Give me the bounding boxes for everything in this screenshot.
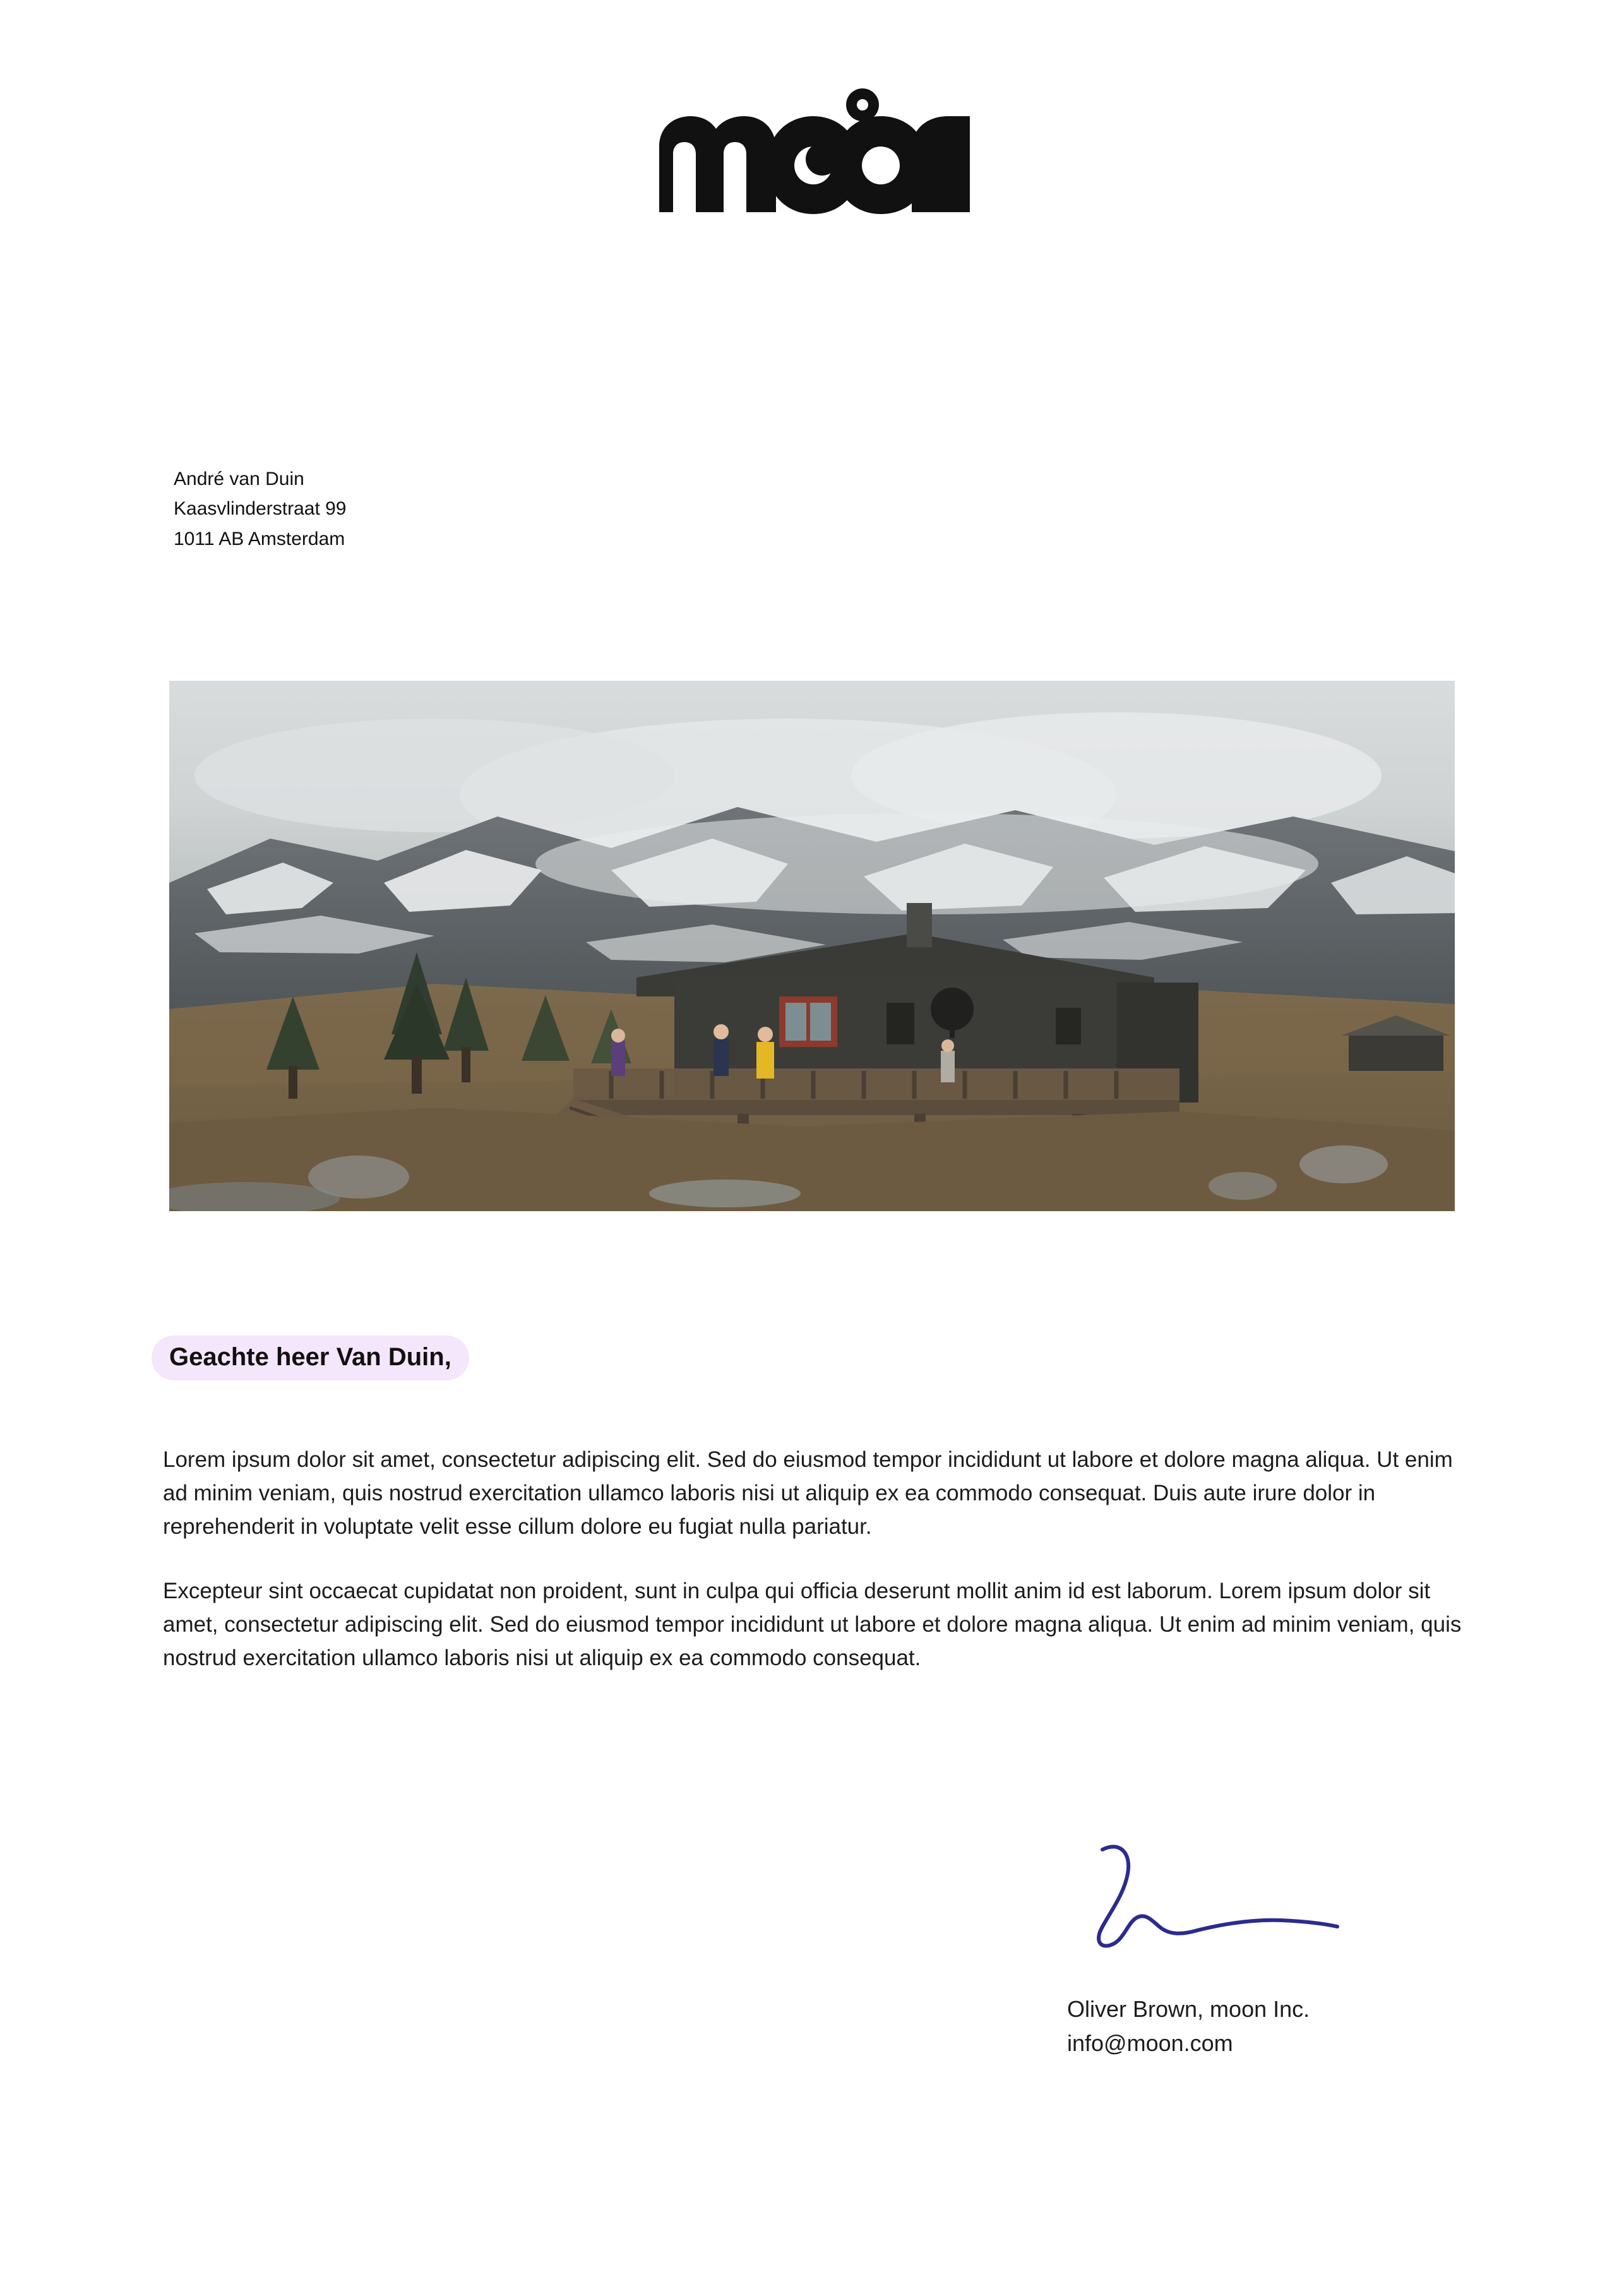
recipient-city: 1011 AB Amsterdam (174, 528, 345, 549)
letter-body (163, 1443, 1464, 1705)
moon-wordmark-icon (654, 88, 970, 215)
paragraph-1: Lorem ipsum dolor sit amet, consectetur adipiscing elit. Sed do eiusmod tempor incididunt ut labore et dolore magna aliqua. Ut enim ad minim veniam, quis nostrud exercitation ullamco laboris nisi ut aliquip ex ea commodo consequat. Duis aute irure dolor in reprehenderit in voluptate velit esse cillum dolore eu fugiat nulla pariatur. (163, 1447, 1453, 1540)
signature-icon (1073, 1834, 1364, 1961)
signoff-name-company: Oliver Brown, moon Inc. (1067, 1996, 1310, 2022)
recipient-address (174, 464, 347, 554)
handwritten-signature (1073, 1834, 1364, 1961)
salutation (152, 1336, 469, 1380)
recipient-name: André van Duin (174, 469, 304, 489)
salutation-text: Geachte heer Van Duin, (152, 1336, 469, 1380)
recipient-street: Kaasvlinderstraat 99 (174, 498, 347, 520)
signoff-email: info@moon.com (1067, 2030, 1233, 2056)
signoff-block (1067, 1992, 1310, 2060)
paragraph-2: Excepteur sint occaecat cupidatat non proident, sunt in culpa qui officia deserunt mollit anim id est laborum. Lorem ipsum dolor sit amet, consectetur adipiscing elit. Sed do eiusmod tempor incididunt ut labore et dolore magna aliqua. Ut enim ad minim veniam, quis nostrud exercitation ullamco laboris nisi ut aliquip ex ea commodo consequat. (163, 1578, 1462, 1670)
brand-logo (0, 88, 1624, 215)
cabin-in-mountains-photo (169, 681, 1455, 1211)
